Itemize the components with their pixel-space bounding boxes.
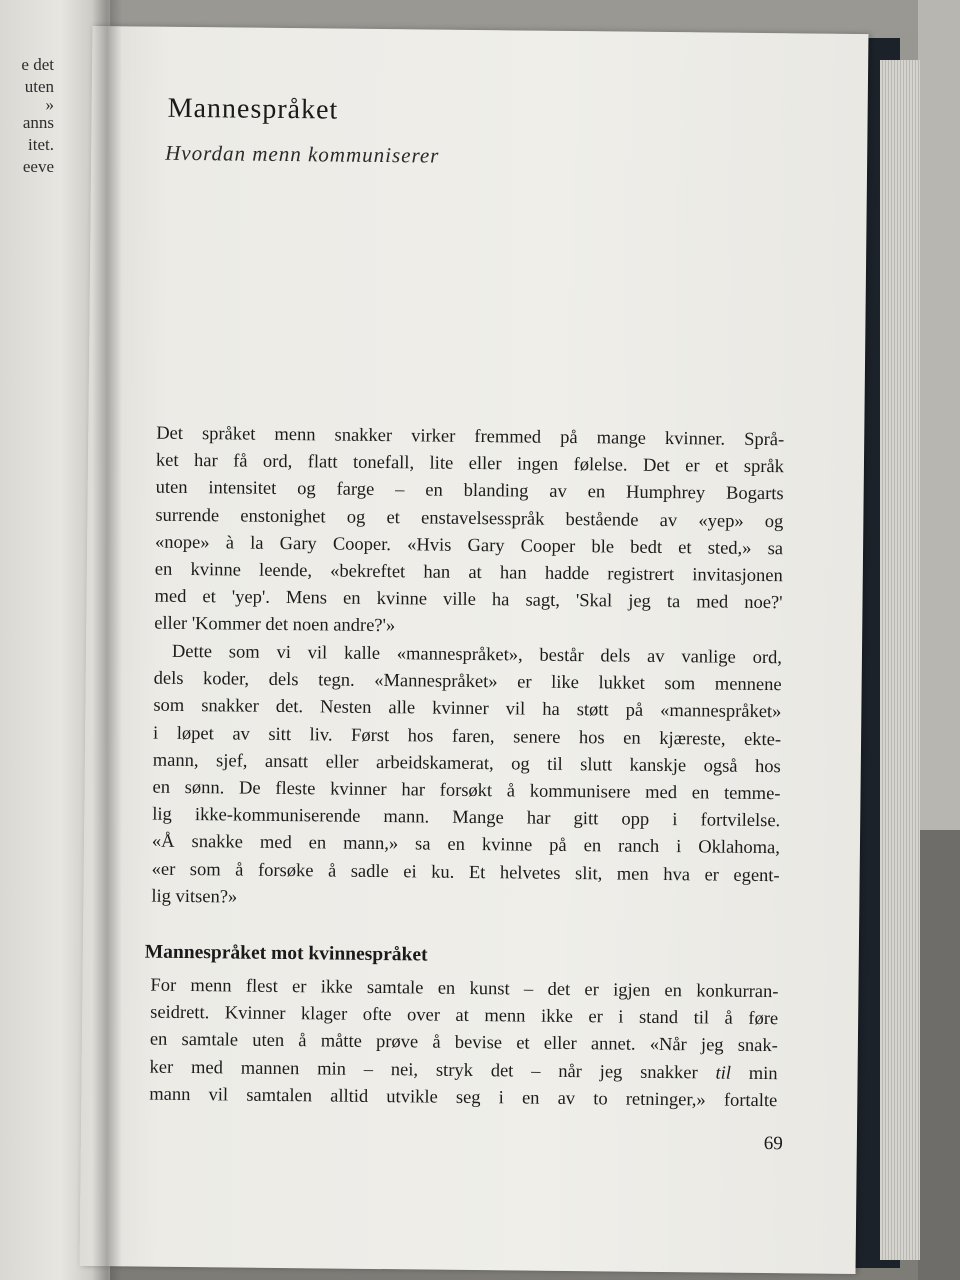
text-line: lig ikke-kommuniserende mann. Mange har gitt opp i fortvilelse. — [152, 804, 781, 832]
text-line: mann vil samtalen alltid utvikle seg i en av to retninger,» fortalte — [149, 1084, 778, 1112]
left-fragment: anns — [22, 113, 54, 132]
left-fragment: uten — [24, 77, 54, 96]
text-line: mann, sjef, ansatt eller arbeidskamerat, og til slutt kanskje også hos — [152, 750, 781, 778]
book-page — [80, 26, 869, 1274]
text-segment: min — [730, 1063, 778, 1084]
left-fragment: itet. — [28, 135, 54, 154]
section-heading: Mannespråket mot kvinnespråket — [144, 941, 428, 966]
page-number: 69 — [763, 1133, 783, 1155]
text-line: Dette som vi vil kalle «mannespråket», består dels av vanlige ord, — [171, 641, 783, 669]
paragraph-1 — [154, 421, 784, 645]
text-line: «nope» à la Gary Cooper. «Hvis Gary Cooper ble bedt et sted,» sa — [155, 532, 784, 560]
left-fragment: » — [45, 95, 54, 114]
text-line: uten intensitet og farge – en blanding av en Humphrey Bogarts — [155, 478, 784, 505]
text-line: som snakker det. Nesten alle kvinner vil ha støtt på «mannespråket» — [153, 696, 782, 723]
left-fragment: e det — [21, 55, 54, 74]
text-line: en kvinne leende, «bekreftet han at han hadde registrert invitasjonen — [154, 559, 783, 587]
page-content — [144, 27, 795, 1155]
left-fragment: eeve — [22, 157, 54, 176]
text-line: lig vitsen?» — [151, 886, 238, 908]
text-line: dels koder, dels tegn. «Mannespråket» er like lukket som mennene — [153, 668, 782, 696]
text-line: ket har få ord, flatt tonefall, lite eller ingen følelse. Det er et språk — [155, 450, 785, 478]
text-line: Det språket menn snakker virker fremmed på mange kvinner. Språ- — [156, 423, 785, 451]
text-line: eller 'Kommer det noen andre?'» — [154, 614, 396, 637]
emphasis-text: til — [715, 1063, 732, 1084]
text-segment: ker med mannen min – nei, stryk det – når jeg snakker — [149, 1057, 716, 1084]
text-line: en sønn. De fleste kvinner har forsøkt å kommunisere med en temme- — [152, 777, 781, 805]
text-line: seidrett. Kvinner klager ofte over at menn ikke er i stand til å føre — [150, 1002, 779, 1030]
book-gutter-shadow — [92, 0, 122, 1280]
text-line: «Å snakke med en mann,» sa en kvinne på en ranch i Oklahoma, — [151, 832, 781, 859]
page-stack-edge — [880, 60, 920, 1260]
text-line: surrende enstonighet og et enstavelsesspråk bestående av «yep» og — [155, 505, 784, 532]
text-line: i løpet av sitt liv. Først hos faren, senere hos en kjæreste, ekte- — [153, 723, 782, 750]
text-line: med et 'yep'. Mens en kvinne ville ha sagt, 'Skal jeg ta med noe?' — [154, 586, 783, 614]
chapter-title: Mannespråket — [167, 92, 339, 126]
chapter-subtitle: Hvordan menn kommuniserer — [165, 140, 440, 168]
text-line: For menn flest er ikke samtale en kunst – det er igjen en konkurran- — [150, 975, 779, 1003]
paragraph-3 — [149, 973, 778, 1116]
text-line: «er som å forsøke å sadle ei ku. Et helvetes slit, men hva er egent- — [151, 859, 780, 886]
left-page-text-fragments — [0, 54, 54, 178]
wall-background — [918, 0, 960, 830]
text-line: en samtale uten å måtte prøve å bevise et eller annet. «Når jeg snak- — [149, 1030, 778, 1057]
paragraph-2 — [151, 639, 782, 918]
